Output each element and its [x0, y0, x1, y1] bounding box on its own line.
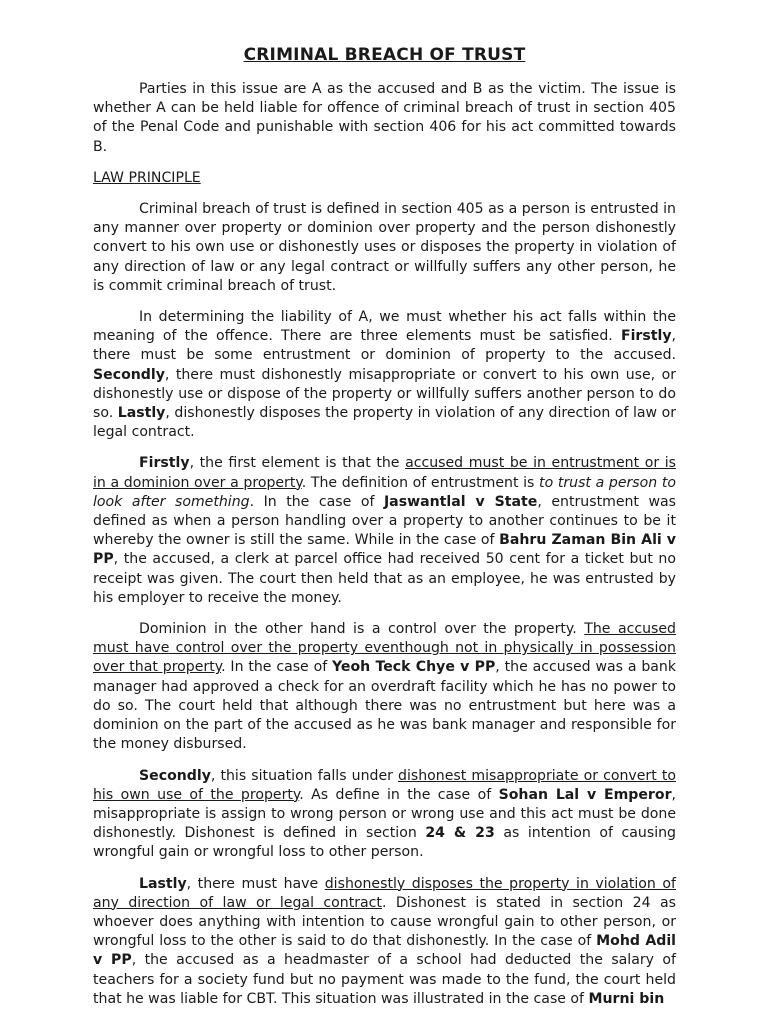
case-name: Bahru Zaman Bin Ali v PP — [93, 532, 676, 568]
text-run: , the accused, a clerk at parcel office had received 50 cent for a ticket but no receipt was given. The court then held that as an employee, he was entrusted by his employer to receive the money. — [93, 551, 676, 606]
text-run: . In the case of — [221, 659, 333, 676]
bold-term: Lastly — [117, 405, 166, 422]
case-name: Yeoh Teck Chye v PP — [332, 659, 496, 676]
text-run: . In the case of — [249, 493, 384, 510]
case-name: Mohd Adil v PP — [93, 933, 676, 969]
paragraph-disposal — [93, 875, 676, 1009]
text-run: , the accused was a bank manager had approved a check for an overdraft facility which he has no power to do so. The court held that although there was no entrustment but here was a dominion on the part of the accused as he was bank manager and responsible for the money disbursed. — [93, 659, 676, 753]
text-run: , the first element is that the — [189, 455, 406, 472]
text-run: . The definition of entrustment is — [301, 474, 540, 491]
document-title: CRIMINAL BREACH OF TRUST — [243, 45, 526, 65]
paragraph-definition: Criminal breach of trust is defined in section 405 as a person is entrusted in any manner over property or dominion over property and the person dishonestly convert to his own use or dishonestly uses or disposes the property in violation of any direction of law or any legal contract or willfully suffers any other person, he is commit criminal breach of trust. — [93, 201, 676, 294]
text-run: , dishonestly disposes the property in violation of any direction of law or legal contract. — [93, 405, 676, 441]
text-run: , misappropriate is assign to wrong person or wrong use and this act must be done dishonestly. Dishonest is defined in section — [93, 786, 677, 842]
bold-term: Secondly — [93, 366, 165, 383]
case-name: Sohan Lal v Emperor — [498, 786, 672, 803]
underlined-phrase: accused must be in entrustment or is in a dominion over a property — [93, 455, 676, 491]
paragraph-issue: Parties in this issue are A as the accused and B as the victim. The issue is whether A can be held liable for offence of criminal breach of trust in section 405 of the Penal Code and punishable with section 406 for his act committed towards B. — [93, 81, 676, 155]
bold-term: Secondly — [139, 767, 211, 784]
text-run: , there must dishonestly misappropriate or convert to his own use, or dishonestly use or dispose of the property or willfully suffers another person to do so. — [93, 366, 676, 422]
text-run: , there must have — [186, 875, 325, 892]
text-run: In determining the liability of A, we must whether his act falls within the meaning of the offence. There are three elements must be satisfied. — [93, 309, 676, 345]
bold-term: 24 & 23 — [425, 825, 495, 842]
text-run: , there must be some entrustment or dominion of property to the accused. — [93, 328, 676, 364]
bold-term: Firstly — [139, 455, 190, 472]
underlined-phrase: The accused must have control over the property eventhough not in physically in possession over that property — [93, 621, 676, 676]
underlined-phrase: dishonest misappropriate or convert to his own use of the property — [93, 767, 677, 803]
section-heading-law-principle: LAW PRINCIPLE — [93, 169, 201, 186]
text-run: as intention of causing wrongful gain or wrongful loss to other person. — [93, 825, 676, 861]
case-name: Jaswantlal v State — [383, 493, 538, 510]
paragraph-misappropriate — [93, 767, 676, 863]
paragraph-elements — [93, 308, 676, 442]
text-run: . Dishonest is stated in section 24 as whoever does anything with intention to cause wrongful gain to other person, or wrongful loss to the other is said to do that dishonestly. In the case of — [93, 894, 676, 950]
text-run: , entrustment was defined as when a person handling over a property to another continues to be it whereby the owner is still the same. While in the case of — [93, 493, 676, 549]
paragraph-entrustment — [93, 454, 676, 608]
bold-term: Firstly — [620, 328, 672, 345]
text-run: , the accused as a headmaster of a school had deducted the salary of teachers for a society fund but no payment was made to the fund, the court held that he was liable for CBT. This situation was illustrated in the case of — [93, 952, 676, 1007]
text-run: . As define in the case of — [299, 786, 499, 803]
document-page — [93, 44, 676, 1021]
text-run: Dominion in the other hand is a control over the property. — [139, 621, 585, 638]
bold-term: Lastly — [139, 875, 187, 892]
italic-phrase: to trust a person to look after something — [93, 474, 676, 510]
underlined-phrase: dishonestly disposes the property in violation of any direction of law or legal contract — [93, 875, 676, 911]
paragraph-dominion — [93, 620, 676, 754]
case-name: Murni bin — [588, 990, 665, 1007]
text-run: , this situation falls under — [210, 767, 399, 784]
